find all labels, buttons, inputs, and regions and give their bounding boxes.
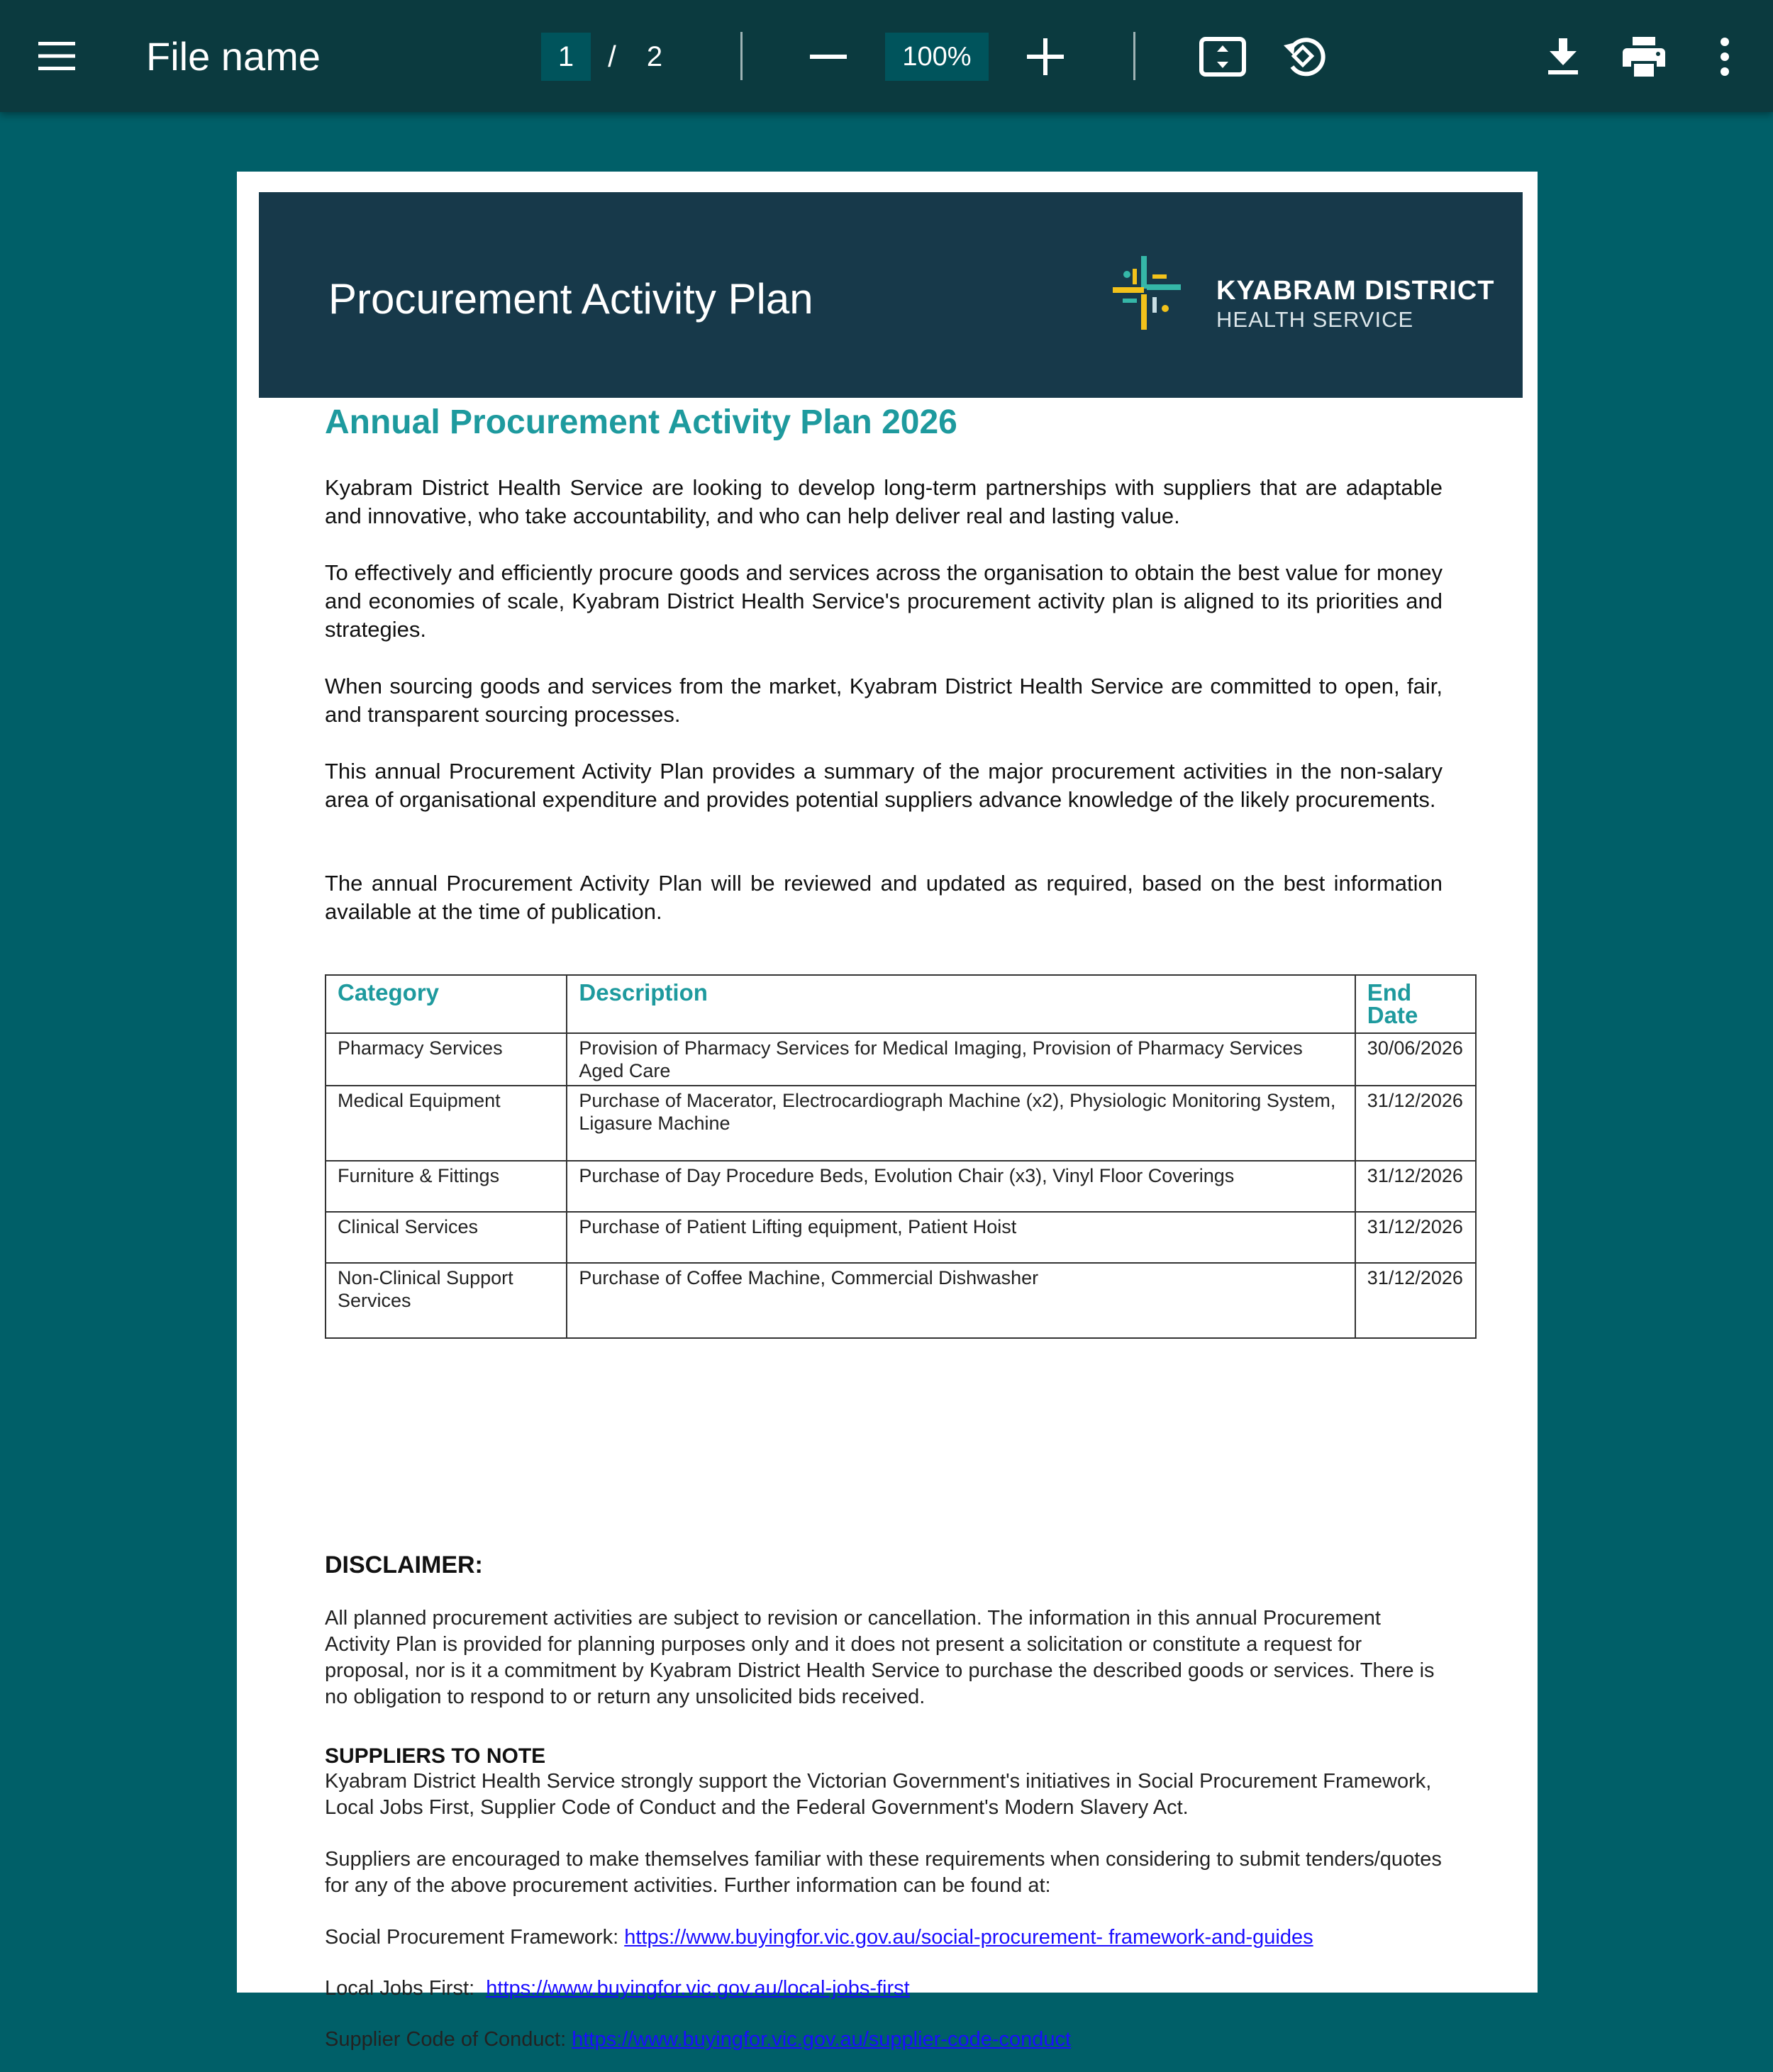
- link-line: [325, 1926, 1313, 1949]
- description-cell: Purchase of Macerator, Electrocardiograph Machine (x2), Physiologic Monitoring System, Ligasure Machine: [567, 1086, 1355, 1161]
- disclaimer-title: DISCLAIMER:: [325, 1552, 483, 1578]
- suppliers-title: SUPPLIERS TO NOTE: [325, 1744, 546, 1768]
- description-cell: Purchase of Coffee Machine, Commercial Dishwasher: [567, 1263, 1355, 1338]
- toolbar-divider: [1133, 32, 1135, 80]
- print-icon: [1623, 37, 1665, 77]
- document-banner: [259, 192, 1523, 398]
- document-heading: Annual Procurement Activity Plan 2026: [325, 403, 957, 441]
- download-icon: [1547, 38, 1579, 75]
- category-cell: Furniture & Fittings: [326, 1161, 567, 1212]
- fit-to-page-button[interactable]: [1197, 31, 1248, 82]
- banner-title: Procurement Activity Plan: [328, 275, 813, 323]
- description-cell: Purchase of Patient Lifting equipment, Patient Hoist: [567, 1212, 1355, 1263]
- end-date-cell: 31/12/2026: [1355, 1161, 1476, 1212]
- description-cell: Provision of Pharmacy Services for Medical Imaging, Provision of Pharmacy Services Aged Care: [567, 1033, 1355, 1086]
- disclaimer-text: All planned procurement activities are subject to revision or cancellation. The information in this annual Procurement Activity Plan is provided for planning purposes only and it does not present a solicitation or constitute a request for proposal, nor is it a commitment by Kyabram District Health Service to purchase the described goods or services. There is no obligation to respond to or return any unsolicited bids received.: [325, 1607, 1435, 1708]
- zoom-out-button[interactable]: [801, 31, 855, 82]
- zoom-out-icon: [810, 54, 847, 60]
- logo-name-line2: HEALTH SERVICE: [1216, 307, 1414, 332]
- social-procurement-link[interactable]: https://www.buyingfor.vic.gov.au/social-procurement- framework-and-guides: [624, 1926, 1313, 1949]
- intro-paragraph: This annual Procurement Activity Plan provides a summary of the major procurement activities in the non-salary area of organisational expenditure and provides potential suppliers advance knowledge of the likely procurements.: [325, 759, 1443, 812]
- category-cell: Medical Equipment: [326, 1086, 567, 1161]
- intro-paragraph: To effectively and efficiently procure goods and services across the organisation to obtain the best value for money and economies of scale, Kyabram District Health Service's procurement activity plan is aligned to its priorities and strategies.: [325, 560, 1443, 642]
- table-row: [326, 1212, 1476, 1263]
- zoom-level-input[interactable]: 100%: [885, 33, 989, 81]
- table-row: [326, 1161, 1476, 1212]
- end-date-cell: 30/06/2026: [1355, 1033, 1476, 1086]
- category-cell: Pharmacy Services: [326, 1033, 567, 1086]
- total-pages: 2: [646, 40, 663, 72]
- print-button[interactable]: [1618, 31, 1669, 82]
- page-separator: /: [608, 40, 616, 73]
- link-line: [325, 1977, 910, 2000]
- supplier-code-link[interactable]: https://www.buyingfor.vic.gov.au/supplier-code-conduct: [572, 2028, 1072, 2051]
- rotate-button[interactable]: [1278, 31, 1329, 82]
- logo-name-line1: KYABRAM DISTRICT: [1216, 276, 1495, 306]
- intro-paragraph: Kyabram District Health Service are looking to develop long-term partnerships with suppliers that are adaptable and innovative, who take accountability, and who can help deliver real and lasting value.: [325, 475, 1443, 528]
- end-date-cell: 31/12/2026: [1355, 1086, 1476, 1161]
- suppliers-text: Suppliers are encouraged to make themselves familiar with these requirements when considering to submit tenders/quotes for any of the above procurement activities. Further information can be found at:: [325, 1848, 1442, 1897]
- intro-paragraph: The annual Procurement Activity Plan will be reviewed and updated as required, based on the best information available at the time of publication.: [325, 871, 1443, 924]
- toolbar-divider: [740, 32, 743, 80]
- column-header-category: Category: [326, 975, 567, 1033]
- column-header-description: Description: [567, 975, 1355, 1033]
- zoom-in-button[interactable]: [1018, 31, 1072, 82]
- table-row: [326, 1086, 1476, 1161]
- pdf-page: [237, 172, 1538, 2051]
- table-row: [326, 1263, 1476, 1338]
- more-vert-icon: [1720, 38, 1730, 76]
- more-options-button[interactable]: [1699, 31, 1750, 82]
- link-line: [325, 2028, 1071, 2051]
- end-date-cell: 31/12/2026: [1355, 1263, 1476, 1338]
- pdf-toolbar: [0, 0, 1773, 112]
- link-label: Local Jobs First:: [325, 1977, 475, 2000]
- current-page-input[interactable]: 1: [541, 33, 591, 81]
- zoom-in-icon: [1027, 38, 1064, 75]
- suppliers-text: Kyabram District Health Service strongly support the Victorian Government's initiatives in Social Procurement Framework, Local Jobs First, Supplier Code of Conduct and the Federal Government's Modern Slavery Act.: [325, 1770, 1432, 1819]
- end-date-cell: 31/12/2026: [1355, 1212, 1476, 1263]
- link-label: Supplier Code of Conduct:: [325, 2028, 567, 2051]
- rotate-icon: [1281, 34, 1326, 79]
- file-name-title: File name: [146, 33, 321, 79]
- local-jobs-first-link[interactable]: https://www.buyingfor.vic.gov.au/local-jobs-first: [486, 1977, 910, 2000]
- category-cell: Clinical Services: [326, 1212, 567, 1263]
- procurement-table: [325, 974, 1477, 1339]
- menu-icon: [37, 40, 77, 72]
- fit-page-icon: [1199, 37, 1246, 77]
- download-button[interactable]: [1538, 31, 1589, 82]
- intro-paragraph: When sourcing goods and services from the market, Kyabram District Health Service are committed to open, fair, and transparent sourcing processes.: [325, 674, 1443, 727]
- description-cell: Purchase of Day Procedure Beds, Evolution Chair (x3), Vinyl Floor Coverings: [567, 1161, 1355, 1212]
- table-row: [326, 1033, 1476, 1086]
- kdhs-logo-icon: [1106, 253, 1185, 333]
- table-header-row: [326, 975, 1476, 1033]
- link-label: Social Procurement Framework:: [325, 1926, 619, 1949]
- menu-button[interactable]: [31, 30, 82, 82]
- column-header-end-date: End Date: [1355, 975, 1476, 1033]
- category-cell: Non-Clinical Support Services: [326, 1263, 567, 1338]
